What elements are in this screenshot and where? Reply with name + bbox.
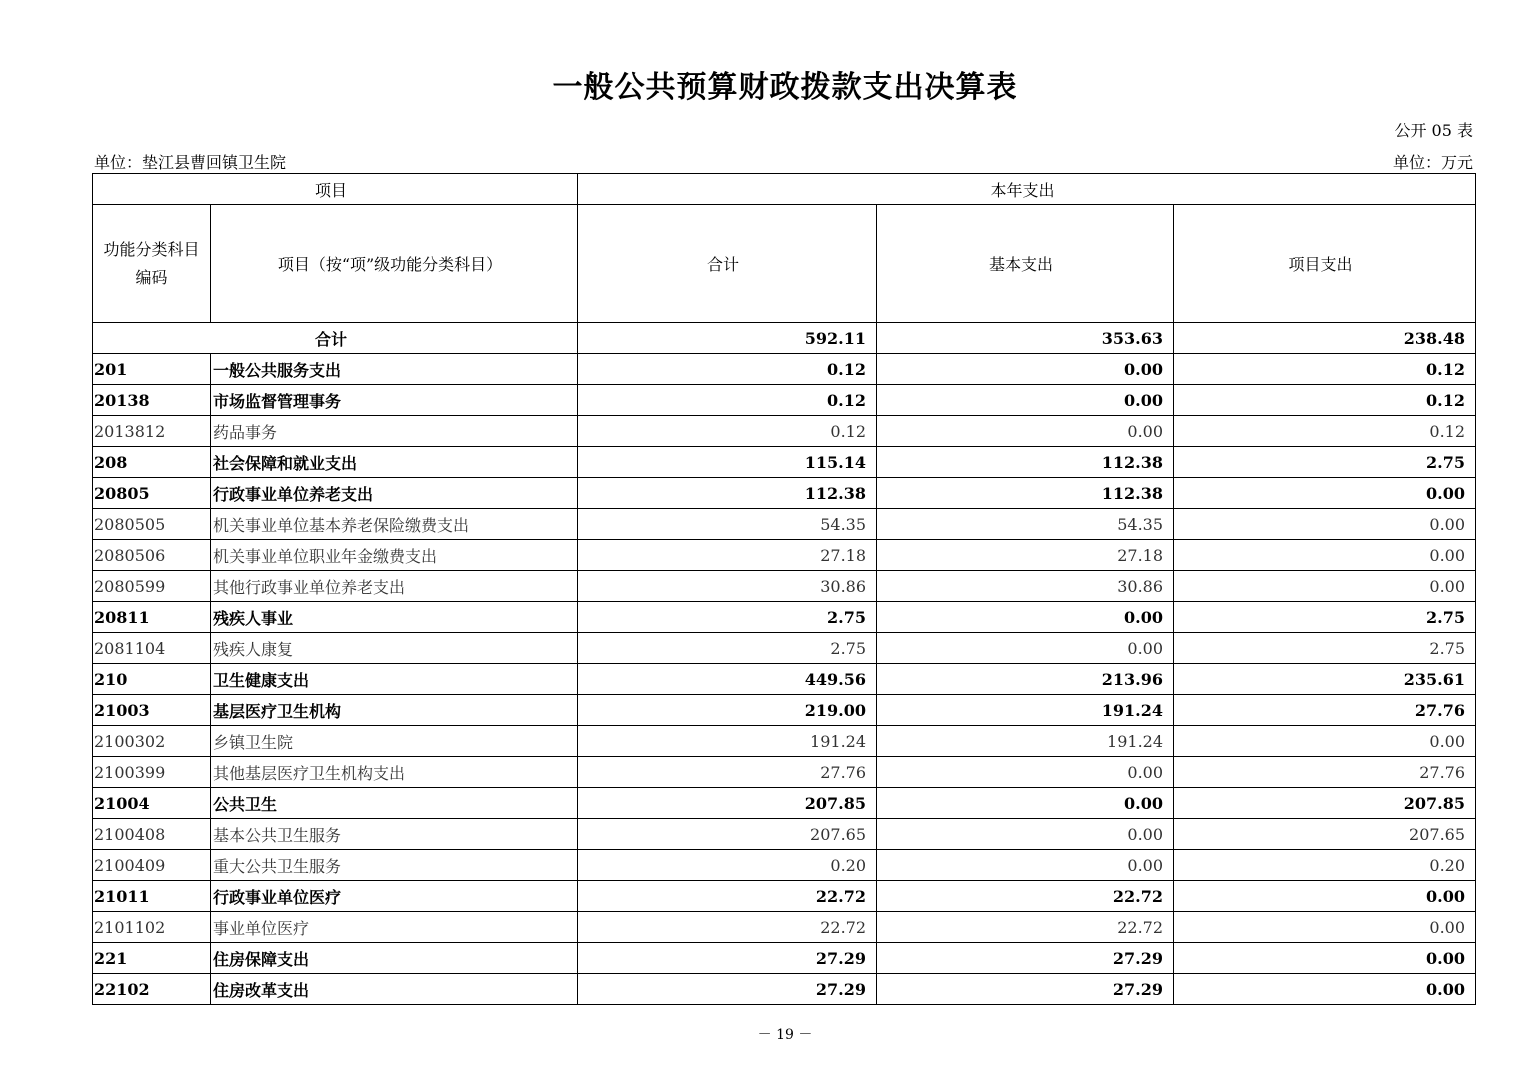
row-code: 2100302 bbox=[93, 726, 211, 757]
header-total: 合计 bbox=[578, 205, 877, 323]
row-code: 2080506 bbox=[93, 540, 211, 571]
header-code: 功能分类科目编码 bbox=[93, 205, 211, 323]
total-row bbox=[93, 323, 1476, 354]
row-total: 115.14 bbox=[578, 447, 877, 478]
row-basic: 54.35 bbox=[877, 509, 1174, 540]
header-current-year: 本年支出 bbox=[578, 174, 1476, 205]
row-name: 基本公共卫生服务 bbox=[211, 819, 578, 850]
row-basic: 0.00 bbox=[877, 788, 1174, 819]
row-project: 27.76 bbox=[1174, 695, 1476, 726]
row-project: 0.12 bbox=[1174, 354, 1476, 385]
header-project-expense: 项目支出 bbox=[1174, 205, 1476, 323]
table-row bbox=[93, 695, 1476, 726]
row-project: 0.00 bbox=[1174, 571, 1476, 602]
row-total: 2.75 bbox=[578, 602, 877, 633]
table-row bbox=[93, 943, 1476, 974]
table-row bbox=[93, 881, 1476, 912]
table-row bbox=[93, 571, 1476, 602]
row-name: 其他基层医疗卫生机构支出 bbox=[211, 757, 578, 788]
row-code: 2101102 bbox=[93, 912, 211, 943]
row-name: 住房改革支出 bbox=[211, 974, 578, 1005]
table-row bbox=[93, 385, 1476, 416]
row-basic: 0.00 bbox=[877, 850, 1174, 881]
table-row bbox=[93, 633, 1476, 664]
row-code: 201 bbox=[93, 354, 211, 385]
table-row bbox=[93, 850, 1476, 881]
row-project: 0.00 bbox=[1174, 881, 1476, 912]
row-code: 210 bbox=[93, 664, 211, 695]
row-project: 2.75 bbox=[1174, 602, 1476, 633]
table-row bbox=[93, 478, 1476, 509]
row-name: 残疾人事业 bbox=[211, 602, 578, 633]
row-basic: 213.96 bbox=[877, 664, 1174, 695]
row-project: 0.00 bbox=[1174, 478, 1476, 509]
row-basic: 0.00 bbox=[877, 819, 1174, 850]
row-code: 20811 bbox=[93, 602, 211, 633]
table-row bbox=[93, 757, 1476, 788]
header-row-top bbox=[93, 174, 1476, 205]
row-total: 27.29 bbox=[578, 943, 877, 974]
row-project: 0.12 bbox=[1174, 416, 1476, 447]
row-total: 27.76 bbox=[578, 757, 877, 788]
row-code: 2013812 bbox=[93, 416, 211, 447]
row-name: 乡镇卫生院 bbox=[211, 726, 578, 757]
row-total: 112.38 bbox=[578, 478, 877, 509]
row-project: 0.20 bbox=[1174, 850, 1476, 881]
row-code: 2100409 bbox=[93, 850, 211, 881]
table-row bbox=[93, 509, 1476, 540]
table-row bbox=[93, 726, 1476, 757]
page-number: － 19 － bbox=[757, 1027, 813, 1043]
row-total: 22.72 bbox=[578, 912, 877, 943]
row-total: 54.35 bbox=[578, 509, 877, 540]
row-project: 27.76 bbox=[1174, 757, 1476, 788]
row-basic: 112.38 bbox=[877, 478, 1174, 509]
row-code: 22102 bbox=[93, 974, 211, 1005]
row-name: 药品事务 bbox=[211, 416, 578, 447]
table-row bbox=[93, 974, 1476, 1005]
row-total: 0.12 bbox=[578, 416, 877, 447]
row-name: 行政事业单位医疗 bbox=[211, 881, 578, 912]
row-basic: 22.72 bbox=[877, 912, 1174, 943]
row-total: 207.85 bbox=[578, 788, 877, 819]
row-code: 2080599 bbox=[93, 571, 211, 602]
row-name: 住房保障支出 bbox=[211, 943, 578, 974]
row-total: 449.56 bbox=[578, 664, 877, 695]
document-title: 一般公共预算财政拨款支出决算表 bbox=[552, 70, 1018, 105]
row-basic: 0.00 bbox=[877, 354, 1174, 385]
row-total: 22.72 bbox=[578, 881, 877, 912]
row-code: 2081104 bbox=[93, 633, 211, 664]
row-basic: 0.00 bbox=[877, 416, 1174, 447]
table-row bbox=[93, 664, 1476, 695]
currency-unit: 单位：万元 bbox=[1392, 153, 1473, 172]
expenditure-table bbox=[92, 173, 1476, 1005]
total-project: 238.48 bbox=[1174, 323, 1476, 354]
row-project: 0.00 bbox=[1174, 912, 1476, 943]
row-total: 2.75 bbox=[578, 633, 877, 664]
table-row bbox=[93, 354, 1476, 385]
row-project: 0.00 bbox=[1174, 540, 1476, 571]
row-name: 机关事业单位职业年金缴费支出 bbox=[211, 540, 578, 571]
row-code: 2080505 bbox=[93, 509, 211, 540]
row-basic: 27.18 bbox=[877, 540, 1174, 571]
row-code: 221 bbox=[93, 943, 211, 974]
row-basic: 191.24 bbox=[877, 726, 1174, 757]
row-total: 219.00 bbox=[578, 695, 877, 726]
row-code: 21003 bbox=[93, 695, 211, 726]
row-code: 21011 bbox=[93, 881, 211, 912]
row-project: 235.61 bbox=[1174, 664, 1476, 695]
row-basic: 27.29 bbox=[877, 943, 1174, 974]
row-code: 2100399 bbox=[93, 757, 211, 788]
row-code: 21004 bbox=[93, 788, 211, 819]
row-project: 0.12 bbox=[1174, 385, 1476, 416]
row-basic: 27.29 bbox=[877, 974, 1174, 1005]
table-row bbox=[93, 602, 1476, 633]
row-total: 27.29 bbox=[578, 974, 877, 1005]
row-name: 机关事业单位基本养老保险缴费支出 bbox=[211, 509, 578, 540]
row-name: 基层医疗卫生机构 bbox=[211, 695, 578, 726]
row-name: 卫生健康支出 bbox=[211, 664, 578, 695]
row-name: 重大公共卫生服务 bbox=[211, 850, 578, 881]
row-name: 事业单位医疗 bbox=[211, 912, 578, 943]
row-total: 191.24 bbox=[578, 726, 877, 757]
row-basic: 112.38 bbox=[877, 447, 1174, 478]
row-total: 0.12 bbox=[578, 354, 877, 385]
row-basic: 22.72 bbox=[877, 881, 1174, 912]
row-code: 20805 bbox=[93, 478, 211, 509]
row-basic: 0.00 bbox=[877, 385, 1174, 416]
row-project: 2.75 bbox=[1174, 447, 1476, 478]
total-sum: 592.11 bbox=[578, 323, 877, 354]
row-total: 0.12 bbox=[578, 385, 877, 416]
header-basic: 基本支出 bbox=[877, 205, 1174, 323]
row-project: 0.00 bbox=[1174, 974, 1476, 1005]
table-row bbox=[93, 447, 1476, 478]
row-project: 0.00 bbox=[1174, 726, 1476, 757]
row-code: 2100408 bbox=[93, 819, 211, 850]
row-basic: 191.24 bbox=[877, 695, 1174, 726]
row-basic: 0.00 bbox=[877, 757, 1174, 788]
reporting-unit: 单位：垫江县曹回镇卫生院 bbox=[94, 153, 287, 172]
row-name: 市场监督管理事务 bbox=[211, 385, 578, 416]
row-project: 2.75 bbox=[1174, 633, 1476, 664]
row-basic: 0.00 bbox=[877, 602, 1174, 633]
table-row bbox=[93, 912, 1476, 943]
total-basic: 353.63 bbox=[877, 323, 1174, 354]
row-basic: 0.00 bbox=[877, 633, 1174, 664]
header-project: 项目 bbox=[93, 174, 578, 205]
table-row bbox=[93, 540, 1476, 571]
row-name: 行政事业单位养老支出 bbox=[211, 478, 578, 509]
row-name: 社会保障和就业支出 bbox=[211, 447, 578, 478]
row-total: 0.20 bbox=[578, 850, 877, 881]
row-name: 公共卫生 bbox=[211, 788, 578, 819]
row-name: 其他行政事业单位养老支出 bbox=[211, 571, 578, 602]
total-label: 合计 bbox=[93, 323, 578, 354]
row-total: 207.65 bbox=[578, 819, 877, 850]
header-row-columns bbox=[93, 205, 1476, 323]
row-name: 一般公共服务支出 bbox=[211, 354, 578, 385]
row-project: 207.85 bbox=[1174, 788, 1476, 819]
table-row bbox=[93, 416, 1476, 447]
row-total: 27.18 bbox=[578, 540, 877, 571]
table-row bbox=[93, 788, 1476, 819]
row-code: 208 bbox=[93, 447, 211, 478]
row-project: 0.00 bbox=[1174, 943, 1476, 974]
table-row bbox=[93, 819, 1476, 850]
row-total: 30.86 bbox=[578, 571, 877, 602]
form-code: 公开 05 表 bbox=[1394, 121, 1473, 140]
header-item: 项目（按“项”级功能分类科目） bbox=[211, 205, 578, 323]
row-name: 残疾人康复 bbox=[211, 633, 578, 664]
row-project: 0.00 bbox=[1174, 509, 1476, 540]
row-code: 20138 bbox=[93, 385, 211, 416]
row-basic: 30.86 bbox=[877, 571, 1174, 602]
row-project: 207.65 bbox=[1174, 819, 1476, 850]
